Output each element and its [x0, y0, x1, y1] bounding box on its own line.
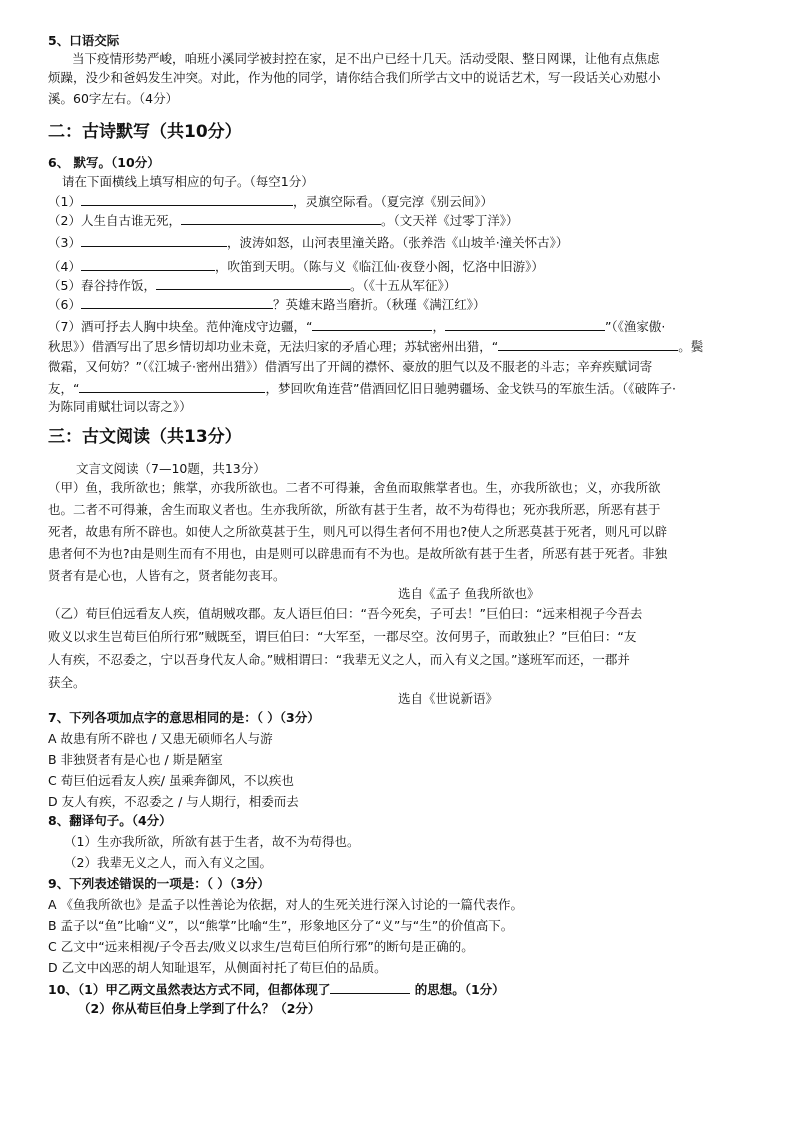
passage-a-source: 选自《孟子 鱼我所欲也》 [398, 586, 540, 601]
dictation-line-5: （5）舂谷持作饭， 。（《十五从军征》） [48, 278, 457, 293]
question-9-option-d[interactable]: D 乙文中凶恶的胡人知耻退军，从侧面衬托了荀巨伯的品质。 [48, 960, 387, 975]
question-6-intro: 请在下面横线上填写相应的句子。（每空1分） [62, 174, 314, 189]
passage-a-line-3: 死者，故患有所不辟也。如使人之所欲莫甚于生，则凡可以得生者何不用也?使人之所恶莫甚于死者，则凡可以辟 [48, 524, 668, 539]
question-9-option-a[interactable]: A 《鱼我所欲也》是孟子以性善论为依据，对人的生死关进行深入讨论的一篇代表作。 [48, 897, 524, 912]
section-5-text-2: 烦躁，没少和爸妈发生冲突。对此，作为他的同学，请你结合我们所学古文中的说话艺术，写一段话关心劝慰小 [48, 70, 661, 85]
dictation-line-8: 秋思》）借酒写出了思乡情切却功业未竟，无法归家的矛盾心理；苏轼密州出猎，“ 。鬓 [48, 339, 704, 354]
answer-blank[interactable] [156, 277, 350, 290]
passage-a-line-5: 贤者有是心也，人皆有之，贤者能勿丧耳。 [48, 568, 286, 583]
answer-blank[interactable] [81, 234, 227, 247]
passage-b-line-1: （乙）荀巨伯远看友人疾，值胡贼攻郡。友人语巨伯曰：“吾今死矣，子可去！”巨伯曰：“远来相视子今吾去 [48, 606, 643, 621]
question-7-title: 7、下列各项加点字的意思相同的是：（ ）（3分） [48, 710, 320, 725]
answer-blank[interactable] [81, 296, 273, 309]
answer-blank[interactable] [330, 981, 410, 994]
answer-blank[interactable] [312, 318, 432, 331]
answer-blank[interactable] [498, 338, 678, 351]
passage-b-line-3: 人有疾，不忍委之，宁以吾身代友人命。”贼相谓曰：“我辈无义之人，而入有义之国。”遂班军而还，一郡并 [48, 652, 630, 667]
dictation-line-6: （6） ？英雄末路当磨折。（秋瑾《满江红》） [48, 297, 486, 312]
question-7-option-a[interactable]: A 故患有所不辟也 / 又患无硕师名人与游 [48, 731, 273, 746]
section-2-title: 二：古诗默写（共10分） [48, 122, 242, 142]
question-10-part-2: （2）你从荀巨伯身上学到了什么？（2分） [78, 1001, 321, 1016]
section-3-title: 三：古文阅读（共13分） [48, 427, 242, 447]
dictation-line-11: 为陈同甫赋壮词以寄之》） [48, 399, 192, 414]
passage-b-source: 选自《世说新语》 [398, 691, 499, 706]
dictation-line-3: （3） ，波涛如怒，山河表里潼关路。（张养浩《山坡羊·潼关怀古》） [48, 235, 569, 250]
passage-a-line-2: 也。二者不可得兼，舍生而取义者也。生亦我所欲，所欲有甚于生者，故不为苟得也；死亦我所恶，所恶有甚于 [48, 502, 661, 517]
passage-b-line-4: 获全。 [48, 675, 86, 690]
dictation-line-1: （1） ，灵旗空际看。（夏完淳《别云间》） [48, 194, 493, 209]
dictation-line-10: 友，“ ，梦回吹角连营”借酒回忆旧日驰骋疆场、金戈铁马的军旅生活。（《破阵子· [48, 381, 676, 396]
question-10-part-1: 10、（1）甲乙两文虽然表达方式不同，但都体现了 的思想。（1分） [48, 982, 505, 997]
question-8-sentence-1: （1）生亦我所欲，所欲有甚于生者，故不为苟得也。 [64, 834, 360, 849]
answer-blank[interactable] [445, 318, 605, 331]
question-9-title: 9、下列表述错误的一项是：（ ）（3分） [48, 876, 270, 891]
answer-blank[interactable] [81, 258, 215, 271]
question-9-option-b[interactable]: B 孟子以“鱼”比喻“义”，以“熊掌”比喻“生”，形象地区分了“义”与“生”的价值高下。 [48, 918, 514, 933]
answer-blank[interactable] [181, 212, 381, 225]
dictation-line-7: （7）酒可抒去人胸中块垒。范仲淹戍守边疆，“ ， ”（《渔家傲· [48, 319, 666, 334]
dictation-line-4: （4） ，吹笛到天明。（陈与义《临江仙·夜登小阁，忆洛中旧游》） [48, 259, 544, 274]
question-6-title: 6、 默写。（10分） [48, 155, 160, 170]
passage-b-line-2: 败义以求生岂荀巨伯所行邪”贼既至，谓巨伯曰：“大军至，一郡尽空。汝何男子，而敢独止？”巨伯曰：“友 [48, 629, 637, 644]
question-8-sentence-2: （2）我辈无义之人，而入有义之国。 [64, 855, 272, 870]
reading-intro: 文言文阅读（7—10题，共13分） [76, 461, 266, 476]
passage-a-line-1: （甲）鱼，我所欲也；熊掌，亦我所欲也。二者不可得兼，舍鱼而取熊掌者也。生，亦我所欲也；义，亦我所欲 [48, 480, 661, 495]
section-5-text-3: 溪。60字左右。（4分） [48, 91, 179, 106]
dictation-line-9: 微霜，又何妨？”（《江城子·密州出猎》）借酒写出了开阔的襟怀、豪放的胆气以及不服老的斗志；辛弃疾赋词寄 [48, 359, 653, 374]
question-7-option-d[interactable]: D 友人有疾，不忍委之 / 与人期行，相委而去 [48, 794, 299, 809]
dictation-line-2: （2）人生自古谁无死， 。（文天祥《过零丁洋》） [48, 213, 519, 228]
question-9-option-c[interactable]: C 乙文中“远来相视/子令吾去/败义以求生/岂荀巨伯所行邪”的断句是正确的。 [48, 939, 474, 954]
question-7-option-c[interactable]: C 荀巨伯远看友人疾/ 虽乘奔御风，不以疾也 [48, 773, 294, 788]
passage-a-line-4: 患者何不为也?由是则生而有不用也，由是则可以辟患而有不为也。是故所欲有甚于生者，所恶有甚于死者。非独 [48, 546, 668, 561]
section-5-title: 5、口语交际 [48, 33, 120, 48]
section-5-text-1: 当下疫情形势严峻，咱班小溪同学被封控在家，足不出户已经十几天。活动受限、整日网课，让他有点焦虑 [72, 51, 660, 66]
answer-blank[interactable] [79, 380, 265, 393]
answer-blank[interactable] [81, 193, 293, 206]
question-7-option-b[interactable]: B 非独贤者有是心也 / 斯是陋室 [48, 752, 223, 767]
question-8-title: 8、翻译句子。（4分） [48, 813, 172, 828]
